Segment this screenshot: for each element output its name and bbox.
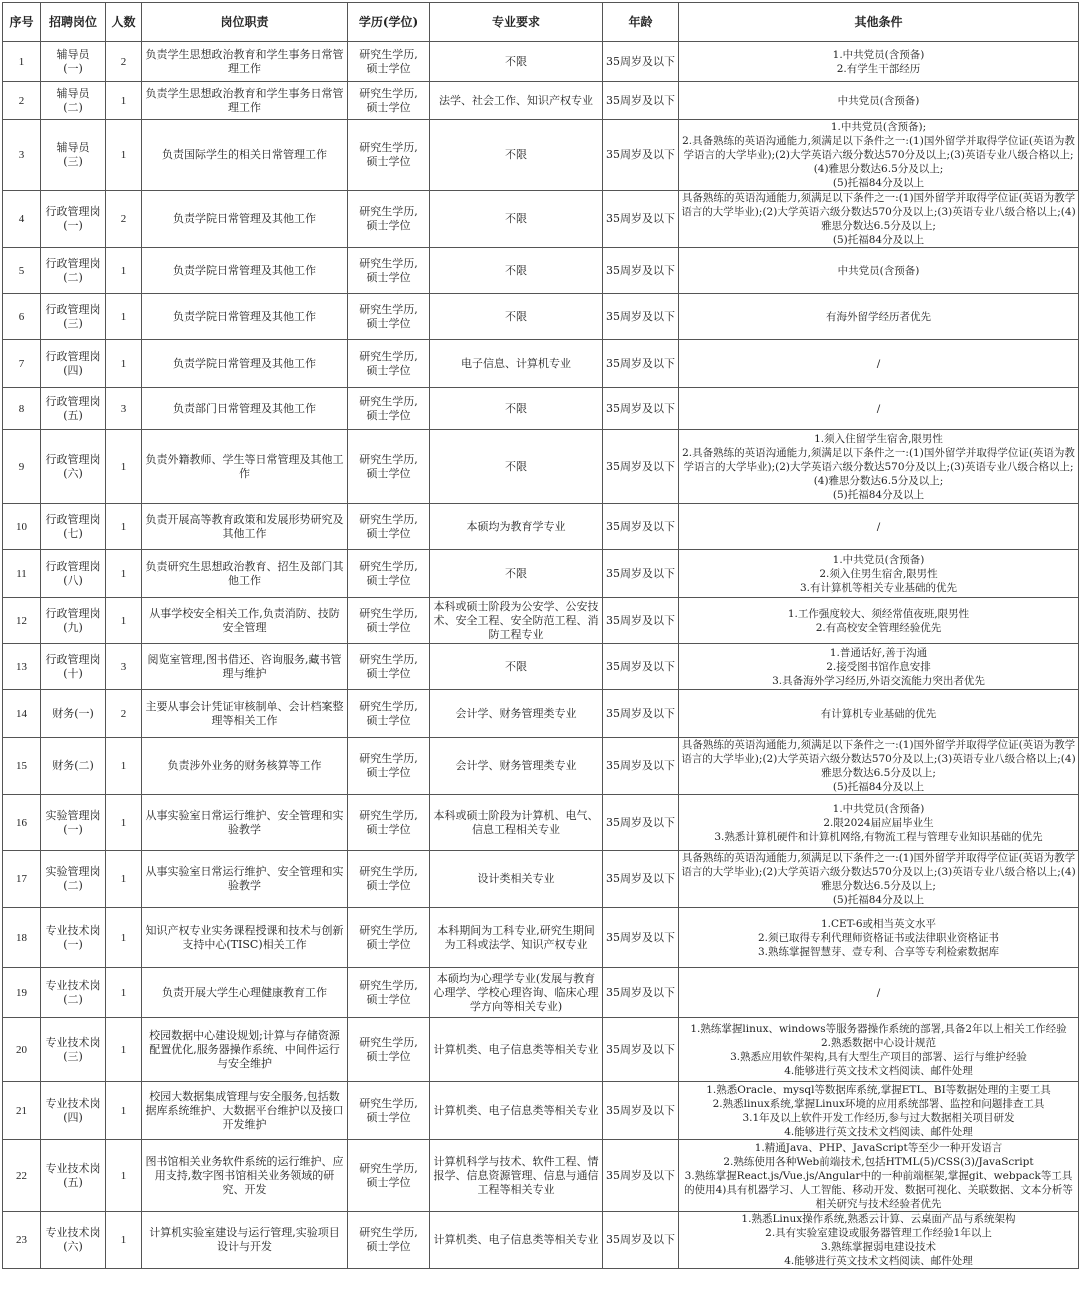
row-duties: 从事实验室日常运行维护、安全管理和实验教学	[142, 795, 348, 851]
table-row	[3, 1140, 1079, 1212]
row-education: 研究生学历, 硕士学位	[348, 795, 430, 851]
table-row	[3, 908, 1079, 968]
condition-line: 3.熟悉计算机硬件和计算机网络,有物流工程与管理专业知识基础的优先	[714, 830, 1043, 843]
row-duties: 知识产权专业实务课程授课和技术与创新支持中心(TISC)相关工作	[142, 908, 348, 968]
row-major: 不限	[430, 294, 603, 340]
row-count: 2	[106, 42, 142, 82]
header-duties: 岗位职责	[142, 3, 348, 42]
table-row	[3, 294, 1079, 340]
row-position: 财务(二)	[41, 738, 106, 795]
row-other-conditions	[679, 968, 1079, 1018]
condition-line: 1.CET-6或相当英文水平	[820, 917, 937, 930]
row-position: 行政管理岗 (六)	[41, 430, 106, 504]
condition-line: /	[876, 402, 881, 415]
row-position: 专业技术岗 (四)	[41, 1082, 106, 1140]
condition-line: 2.熟悉数据中心设计规范	[820, 1036, 937, 1049]
row-other-conditions	[679, 738, 1079, 795]
row-position: 辅导员 (一)	[41, 42, 106, 82]
row-duties: 校园数据中心建设规划;计算与存储资源配置优化,服务器操作系统、中间件运行与安全维护	[142, 1018, 348, 1082]
table-row	[3, 738, 1079, 795]
row-index: 7	[3, 340, 41, 388]
row-major: 不限	[430, 42, 603, 82]
condition-line: 2.限2024届应届毕业生	[823, 816, 934, 829]
condition-line: 具备熟练的英语沟通能力,须满足以下条件之一:(1)国外留学并取得学位证(英语为教学语言的大学毕业);(2)大学英语六级分数达570分及以上;(3)英语专业八级合格以上;(4)雅思分数达6.5分及以上;	[681, 192, 1076, 232]
header-count: 人数	[106, 3, 142, 42]
row-index: 4	[3, 191, 41, 248]
row-duties: 负责学院日常管理及其他工作	[142, 248, 348, 294]
condition-line: /	[876, 986, 881, 999]
table-row	[3, 248, 1079, 294]
condition-line: 2.熟悉linux系统,掌握Linux环境的应用系统部署、监控和问题排查工具	[712, 1097, 1045, 1110]
row-duties: 负责学生思想政治教育和学生事务日常管理工作	[142, 82, 348, 120]
row-age: 35周岁及以下	[603, 294, 679, 340]
row-duties: 负责学生思想政治教育和学生事务日常管理工作	[142, 42, 348, 82]
table-row	[3, 1212, 1079, 1269]
row-index: 23	[3, 1212, 41, 1269]
row-other-conditions	[679, 42, 1079, 82]
row-major: 不限	[430, 388, 603, 430]
table-row	[3, 968, 1079, 1018]
condition-line: /	[876, 357, 881, 370]
condition-line: (5)托福84分及以上	[832, 177, 925, 189]
condition-line: 1.熟悉Oracle、mysql等数据库系统,掌握ETL、BI等数据处理的主要工具	[706, 1083, 1051, 1096]
condition-line: 2.具有实验室建设或服务器管理工作经验1年以上	[765, 1227, 992, 1239]
row-education: 研究生学历, 硕士学位	[348, 968, 430, 1018]
row-other-conditions	[679, 598, 1079, 644]
row-duties: 负责涉外业务的财务核算等工作	[142, 738, 348, 795]
row-index: 18	[3, 908, 41, 968]
row-age: 35周岁及以下	[603, 1212, 679, 1269]
row-count: 1	[106, 550, 142, 598]
condition-line: 具备熟练的英语沟通能力,须满足以下条件之一:(1)国外留学并取得学位证(英语为教学语言的大学毕业);(2)大学英语六级分数达570分及以上;(3)英语专业八级合格以上;(4)雅思分数达6.5分及以上;	[681, 739, 1076, 779]
row-duties: 计算机实验室建设与运行管理,实验项目设计与开发	[142, 1212, 348, 1269]
row-major: 不限	[430, 644, 603, 690]
condition-line: (5)托福84分及以上	[832, 488, 925, 501]
row-age: 35周岁及以下	[603, 340, 679, 388]
row-major: 本硕均为教育学专业	[430, 504, 603, 550]
row-position: 行政管理岗 (一)	[41, 191, 106, 248]
table-row	[3, 430, 1079, 504]
row-duties: 负责部门日常管理及其他工作	[142, 388, 348, 430]
row-count: 1	[106, 82, 142, 120]
row-education: 研究生学历, 硕士学位	[348, 738, 430, 795]
condition-line: 1.中共党员(含预备)	[832, 802, 925, 815]
condition-line: 1.中共党员(含预备)	[832, 553, 925, 566]
row-major: 不限	[430, 430, 603, 504]
row-duties: 从事学校安全相关工作,负责消防、技防安全管理	[142, 598, 348, 644]
row-count: 1	[106, 248, 142, 294]
row-duties: 负责学院日常管理及其他工作	[142, 294, 348, 340]
row-duties: 主要从事会计凭证审核制单、会计档案整理等相关工作	[142, 690, 348, 738]
row-count: 2	[106, 191, 142, 248]
table-row	[3, 1018, 1079, 1082]
row-count: 1	[106, 968, 142, 1018]
row-age: 35周岁及以下	[603, 388, 679, 430]
row-count: 3	[106, 644, 142, 690]
condition-line: /	[876, 520, 881, 533]
row-count: 1	[106, 1082, 142, 1140]
condition-line: 3.熟练掌握智慧芽、壹专利、合享等专利检索数据库	[757, 945, 1000, 958]
row-age: 35周岁及以下	[603, 690, 679, 738]
row-major: 法学、社会工作、知识产权专业	[430, 82, 603, 120]
row-major: 本硕均为心理学专业(发展与教育心理学、学校心理咨询、临床心理学方向等相关专业)	[430, 968, 603, 1018]
row-index: 12	[3, 598, 41, 644]
row-count: 2	[106, 690, 142, 738]
row-position: 行政管理岗 (五)	[41, 388, 106, 430]
row-education: 研究生学历, 硕士学位	[348, 550, 430, 598]
row-major: 计算机类、电子信息类等相关专业	[430, 1082, 603, 1140]
condition-line: 1.中共党员(含预备)	[832, 48, 925, 61]
row-education: 研究生学历, 硕士学位	[348, 504, 430, 550]
row-other-conditions	[679, 908, 1079, 968]
row-education: 研究生学历, 硕士学位	[348, 1082, 430, 1140]
row-age: 35周岁及以下	[603, 908, 679, 968]
row-position: 辅导员 (二)	[41, 82, 106, 120]
row-position: 专业技术岗 (二)	[41, 968, 106, 1018]
row-education: 研究生学历, 硕士学位	[348, 294, 430, 340]
table-row	[3, 82, 1079, 120]
recruitment-table	[2, 2, 1079, 1269]
row-other-conditions	[679, 248, 1079, 294]
condition-line: 1.普通话好,善于沟通	[829, 646, 928, 659]
condition-line: 2.接受图书馆作息安排	[826, 660, 931, 673]
row-other-conditions	[679, 1082, 1079, 1140]
table-row	[3, 690, 1079, 738]
condition-line: 1.须入住留学生宿舍,限男性	[814, 432, 943, 445]
table-row	[3, 340, 1079, 388]
condition-line: (5)托福84分及以上	[832, 781, 925, 793]
condition-line: 2.有高校安全管理经验优先	[815, 621, 942, 634]
row-index: 8	[3, 388, 41, 430]
row-age: 35周岁及以下	[603, 550, 679, 598]
row-education: 研究生学历, 硕士学位	[348, 42, 430, 82]
row-duties: 图书馆相关业务软件系统的运行维护、应用支持,数字图书馆相关业务领域的研究、开发	[142, 1140, 348, 1212]
row-education: 研究生学历, 硕士学位	[348, 1212, 430, 1269]
row-index: 3	[3, 120, 41, 191]
row-position: 行政管理岗 (四)	[41, 340, 106, 388]
table-row	[3, 644, 1079, 690]
row-index: 6	[3, 294, 41, 340]
row-other-conditions	[679, 690, 1079, 738]
row-count: 1	[106, 1140, 142, 1212]
row-education: 研究生学历, 硕士学位	[348, 82, 430, 120]
row-position: 行政管理岗 (二)	[41, 248, 106, 294]
row-index: 11	[3, 550, 41, 598]
row-other-conditions	[679, 340, 1079, 388]
row-duties: 从事实验室日常运行维护、安全管理和实验教学	[142, 851, 348, 908]
row-major: 电子信息、计算机专业	[430, 340, 603, 388]
condition-line: 2.具备熟练的英语沟通能力,须满足以下条件之一:(1)国外留学并取得学位证(英语为教学语言的大学毕业);(2)大学英语六级分数达570分及以上;(3)英语专业八级合格以上;(4)雅思分数达6.5分及以上;	[682, 135, 1075, 175]
row-age: 35周岁及以下	[603, 598, 679, 644]
row-education: 研究生学历, 硕士学位	[348, 388, 430, 430]
row-position: 行政管理岗 (七)	[41, 504, 106, 550]
row-position: 行政管理岗 (八)	[41, 550, 106, 598]
row-index: 9	[3, 430, 41, 504]
row-education: 研究生学历, 硕士学位	[348, 908, 430, 968]
row-other-conditions	[679, 388, 1079, 430]
row-duties: 校园大数据集成管理与安全服务,包括数据库系统维护、大数据平台维护以及接口开发维护	[142, 1082, 348, 1140]
row-count: 1	[106, 1212, 142, 1269]
row-education: 研究生学历, 硕士学位	[348, 1140, 430, 1212]
row-count: 1	[106, 294, 142, 340]
condition-line: 1.熟练掌握linux、windows等服务器操作系统的部署,具备2年以上相关工作经验	[690, 1022, 1067, 1035]
table-row	[3, 795, 1079, 851]
table-row	[3, 1082, 1079, 1140]
row-index: 2	[3, 82, 41, 120]
row-duties: 阅览室管理,图书借还、咨询服务,藏书管理与维护	[142, 644, 348, 690]
row-age: 35周岁及以下	[603, 1018, 679, 1082]
row-major: 会计学、财务管理类专业	[430, 738, 603, 795]
row-index: 16	[3, 795, 41, 851]
condition-line: 3.具备海外学习经历,外语交流能力突出者优先	[772, 674, 985, 687]
condition-line: 3.1年及以上软件开发工作经历,参与过大数据相关项目研发	[742, 1111, 1015, 1124]
condition-line: 1.熟悉Linux操作系统,熟悉云计算、云桌面产品与系统架构	[741, 1213, 1016, 1225]
row-major: 不限	[430, 120, 603, 191]
row-other-conditions	[679, 504, 1079, 550]
condition-line: 1.中共党员(含预备);	[830, 121, 927, 133]
row-duties: 负责外籍教师、学生等日常管理及其他工作	[142, 430, 348, 504]
row-other-conditions	[679, 82, 1079, 120]
row-index: 1	[3, 42, 41, 82]
row-major: 本科或硕士阶段为公安学、公安技术、安全工程、安全防范工程、消防工程专业	[430, 598, 603, 644]
row-age: 35周岁及以下	[603, 430, 679, 504]
condition-line: 4.能够进行英文技术文档阅读、邮件处理	[784, 1064, 973, 1077]
condition-line: 4.能够进行英文技术文档阅读、邮件处理	[784, 1255, 973, 1267]
row-age: 35周岁及以下	[603, 120, 679, 191]
table-row	[3, 191, 1079, 248]
condition-line: 有计算机专业基础的优先	[820, 707, 937, 720]
condition-line: (5)托福84分及以上	[832, 234, 925, 246]
row-age: 35周岁及以下	[603, 42, 679, 82]
row-position: 行政管理岗 (九)	[41, 598, 106, 644]
table-row	[3, 42, 1079, 82]
row-index: 17	[3, 851, 41, 908]
row-education: 研究生学历, 硕士学位	[348, 644, 430, 690]
row-age: 35周岁及以下	[603, 738, 679, 795]
row-education: 研究生学历, 硕士学位	[348, 690, 430, 738]
condition-line: 4.能够进行英文技术文档阅读、邮件处理	[784, 1125, 973, 1138]
row-count: 1	[106, 598, 142, 644]
row-education: 研究生学历, 硕士学位	[348, 1018, 430, 1082]
row-major: 不限	[430, 550, 603, 598]
row-position: 辅导员 (三)	[41, 120, 106, 191]
condition-line: 中共党员(含预备)	[837, 264, 920, 277]
row-count: 1	[106, 1018, 142, 1082]
row-other-conditions	[679, 550, 1079, 598]
row-major: 不限	[430, 191, 603, 248]
header-other: 其他条件	[679, 3, 1079, 42]
row-index: 10	[3, 504, 41, 550]
row-count: 1	[106, 795, 142, 851]
condition-line: 1.精通Java、PHP、JavaScript等至少一种开发语言	[754, 1141, 1003, 1154]
row-age: 35周岁及以下	[603, 1082, 679, 1140]
condition-line: 有海外留学经历者优先	[826, 310, 931, 323]
table-row	[3, 550, 1079, 598]
row-duties: 负责开展高等教育政策和发展形势研究及其他工作	[142, 504, 348, 550]
row-major: 设计类相关专业	[430, 851, 603, 908]
row-major: 本科期间为工科专业,研究生期间为工科或法学、知识产权专业	[430, 908, 603, 968]
table-row	[3, 504, 1079, 550]
row-other-conditions	[679, 430, 1079, 504]
table-body	[3, 42, 1079, 1269]
row-count: 1	[106, 908, 142, 968]
row-position: 行政管理岗 (十)	[41, 644, 106, 690]
row-education: 研究生学历, 硕士学位	[348, 340, 430, 388]
row-other-conditions	[679, 851, 1079, 908]
header-position: 招聘岗位	[41, 3, 106, 42]
row-education: 研究生学历, 硕士学位	[348, 851, 430, 908]
condition-line: 2.熟练使用各种Web前端技术,包括HTML(5)/CSS(3)/JavaScript	[723, 1155, 1034, 1168]
table-header	[3, 3, 1079, 42]
condition-line: 2.须已取得专利代理师资格证书或法律职业资格证书	[757, 931, 1000, 944]
row-major: 不限	[430, 248, 603, 294]
row-index: 22	[3, 1140, 41, 1212]
row-count: 1	[106, 430, 142, 504]
row-position: 专业技术岗 (一)	[41, 908, 106, 968]
row-count: 1	[106, 738, 142, 795]
row-other-conditions	[679, 1018, 1079, 1082]
condition-line: 3.熟练掌握弱电建设技术	[820, 1241, 937, 1253]
row-other-conditions	[679, 795, 1079, 851]
header-education: 学历(学位)	[348, 3, 430, 42]
row-position: 财务(一)	[41, 690, 106, 738]
row-duties: 负责研究生思想政治教育、招生及部门其他工作	[142, 550, 348, 598]
row-index: 14	[3, 690, 41, 738]
header-index: 序号	[3, 3, 41, 42]
condition-line: 1.工作强度较大、须经常值夜班,限男性	[787, 607, 970, 620]
row-age: 35周岁及以下	[603, 795, 679, 851]
row-duties: 负责开展大学生心理健康教育工作	[142, 968, 348, 1018]
row-other-conditions	[679, 191, 1079, 248]
row-education: 研究生学历, 硕士学位	[348, 120, 430, 191]
row-education: 研究生学历, 硕士学位	[348, 598, 430, 644]
row-count: 1	[106, 120, 142, 191]
row-duties: 负责学院日常管理及其他工作	[142, 191, 348, 248]
table-row	[3, 388, 1079, 430]
condition-line: 2.具备熟练的英语沟通能力,须满足以下条件之一:(1)国外留学并取得学位证(英语为教学语言的大学毕业);(2)大学英语六级分数达570分及以上;(3)英语专业八级合格以上;(4)雅思分数达6.5分及以上;	[682, 446, 1075, 487]
row-age: 35周岁及以下	[603, 504, 679, 550]
row-index: 21	[3, 1082, 41, 1140]
row-other-conditions	[679, 1140, 1079, 1212]
row-position: 专业技术岗 (五)	[41, 1140, 106, 1212]
row-count: 1	[106, 340, 142, 388]
row-position: 行政管理岗 (三)	[41, 294, 106, 340]
condition-line: (5)托福84分及以上	[832, 894, 925, 906]
row-major: 计算机科学与技术、软件工程、情报学、信息资源管理、信息与通信工程等相关专业	[430, 1140, 603, 1212]
row-position: 专业技术岗 (六)	[41, 1212, 106, 1269]
condition-line: 2.须入住男生宿舍,限男性	[819, 567, 938, 580]
header-age: 年龄	[603, 3, 679, 42]
table-row	[3, 120, 1079, 191]
row-other-conditions	[679, 644, 1079, 690]
condition-line: 2.有学生干部经历	[836, 62, 921, 75]
row-age: 35周岁及以下	[603, 82, 679, 120]
row-count: 1	[106, 851, 142, 908]
row-education: 研究生学历, 硕士学位	[348, 248, 430, 294]
row-education: 研究生学历, 硕士学位	[348, 430, 430, 504]
header-row	[3, 3, 1079, 42]
row-major: 本科或硕士阶段为计算机、电气、信息工程相关专业	[430, 795, 603, 851]
row-age: 35周岁及以下	[603, 968, 679, 1018]
row-education: 研究生学历, 硕士学位	[348, 191, 430, 248]
condition-line: 3.熟悉应用软件架构,具有大型生产项目的部署、运行与维护经验	[730, 1050, 1027, 1063]
row-major: 计算机类、电子信息类等相关专业	[430, 1018, 603, 1082]
condition-line: 3.熟练掌握React.js/Vue.js/Angular中的一种前端框架,掌握git、webpack等工具的使用4)具有机器学习、人工智能、移动开发、数据可视化、关联数据、文本分析等相关研究与技术经验者优先	[684, 1169, 1073, 1210]
row-age: 35周岁及以下	[603, 191, 679, 248]
row-index: 19	[3, 968, 41, 1018]
row-index: 13	[3, 644, 41, 690]
condition-line: 3.有计算机等相关专业基础的优先	[799, 581, 958, 594]
row-age: 35周岁及以下	[603, 851, 679, 908]
condition-line: 具备熟练的英语沟通能力,须满足以下条件之一:(1)国外留学并取得学位证(英语为教学语言的大学毕业);(2)大学英语六级分数达570分及以上;(3)英语专业八级合格以上;(4)雅思分数达6.5分及以上;	[681, 852, 1076, 892]
row-index: 15	[3, 738, 41, 795]
row-major: 会计学、财务管理类专业	[430, 690, 603, 738]
row-index: 5	[3, 248, 41, 294]
table-row	[3, 598, 1079, 644]
header-major: 专业要求	[430, 3, 603, 42]
row-age: 35周岁及以下	[603, 1140, 679, 1212]
row-count: 1	[106, 504, 142, 550]
row-position: 专业技术岗 (三)	[41, 1018, 106, 1082]
row-major: 计算机类、电子信息类等相关专业	[430, 1212, 603, 1269]
row-age: 35周岁及以下	[603, 644, 679, 690]
row-age: 35周岁及以下	[603, 248, 679, 294]
row-index: 20	[3, 1018, 41, 1082]
row-other-conditions	[679, 120, 1079, 191]
row-duties: 负责国际学生的相关日常管理工作	[142, 120, 348, 191]
row-duties: 负责学院日常管理及其他工作	[142, 340, 348, 388]
table-row	[3, 851, 1079, 908]
row-position: 实验管理岗 (一)	[41, 795, 106, 851]
condition-line: 中共党员(含预备)	[837, 94, 920, 107]
row-count: 3	[106, 388, 142, 430]
row-other-conditions	[679, 1212, 1079, 1269]
row-other-conditions	[679, 294, 1079, 340]
row-position: 实验管理岗 (二)	[41, 851, 106, 908]
